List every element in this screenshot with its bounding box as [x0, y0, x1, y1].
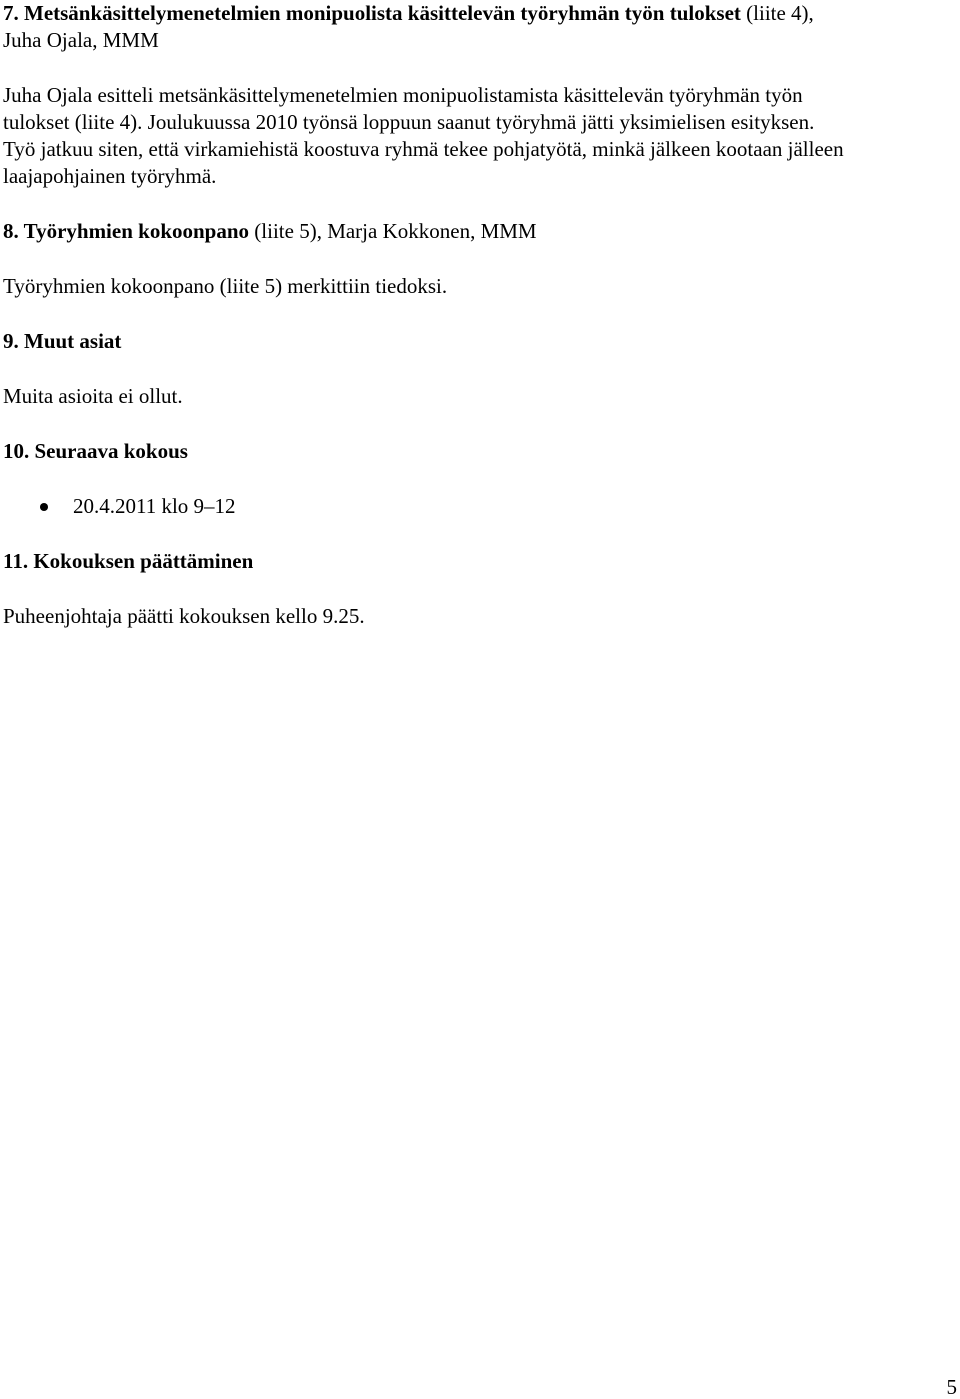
bullet-icon [40, 503, 48, 511]
section-7-body-line-1: Juha Ojala esitteli metsänkäsittelymenetelmien monipuolistamista käsittelevän työryhmän työn [3, 83, 803, 107]
next-meeting-date: 20.4.2011 klo 9–12 [73, 494, 236, 518]
section-9-heading [3, 328, 957, 355]
section-7-presenter: Juha Ojala, MMM [3, 28, 159, 52]
section-11-heading [3, 548, 957, 575]
section-11-body: Puheenjohtaja päätti kokouksen kello 9.25. [3, 604, 365, 628]
section-7-body-line-2: tulokset (liite 4). Joulukuussa 2010 työnsä loppuun saanut työryhmä jätti yksimielisen esityksen. [3, 110, 815, 134]
document-page [3, 0, 957, 630]
page-number: 5 [946, 1375, 957, 1399]
section-10-title: 10. Seuraava kokous [3, 439, 188, 463]
section-7-attachment-ref: (liite 4), [740, 1, 814, 25]
section-11-title: 11. Kokouksen päättäminen [3, 549, 254, 573]
section-7-body-line-4: laajapohjainen työryhmä. [3, 164, 217, 188]
section-7-body-line-3: Työ jatkuu siten, että virkamiehistä koostuva ryhmä tekee pohjatyötä, minkä jälkeen kootaan jälleen [3, 137, 844, 161]
section-8-heading [3, 218, 957, 245]
list-item [3, 493, 957, 520]
section-8-body: Työryhmien kokoonpano (liite 5) merkittiin tiedoksi. [3, 274, 448, 298]
section-7-heading [3, 0, 957, 27]
section-10-heading [3, 438, 957, 465]
section-7-title: 7. Metsänkäsittelymenetelmien monipuolista käsittelevän työryhmän työn tulokset [3, 1, 741, 25]
section-9-title: 9. Muut asiat [3, 329, 122, 353]
section-8-attachment-ref: (liite 5), Marja Kokkonen, MMM [249, 219, 537, 243]
section-9-body: Muita asioita ei ollut. [3, 384, 183, 408]
section-8-title: 8. Työryhmien kokoonpano [3, 219, 250, 243]
next-meeting-list [3, 493, 957, 520]
